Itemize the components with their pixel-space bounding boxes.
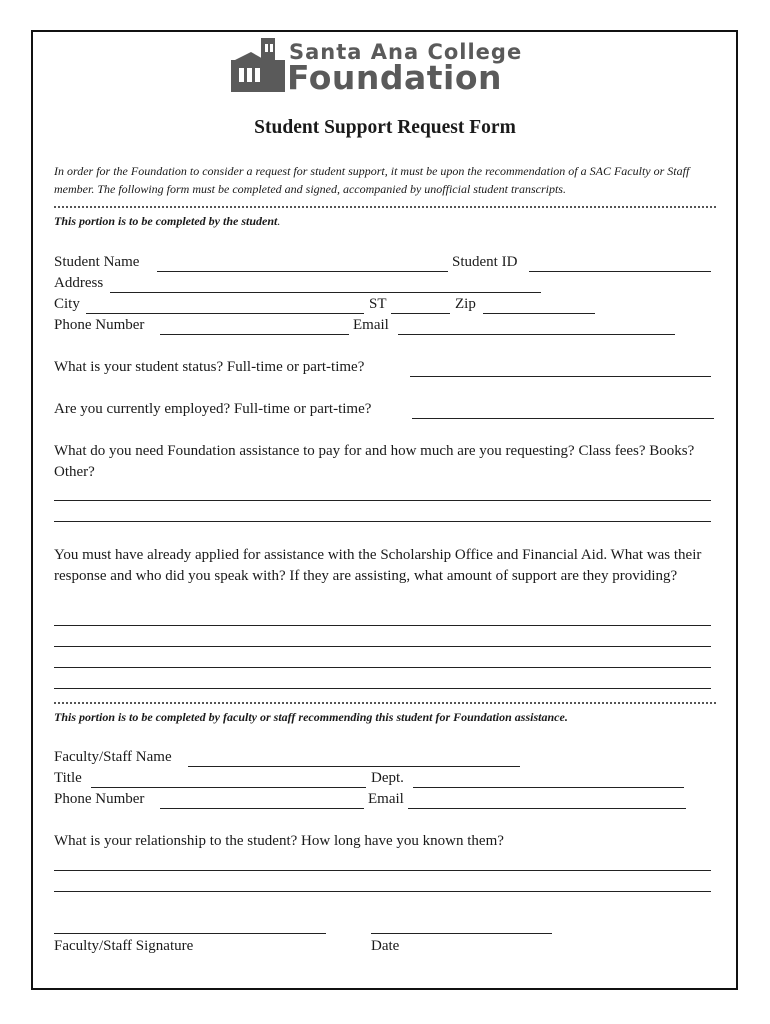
phone-label: Phone Number [54, 317, 145, 333]
dept-field[interactable] [413, 787, 684, 788]
date-field[interactable] [371, 933, 552, 934]
logo-line2: Foundation [287, 58, 503, 97]
building-icon [231, 38, 287, 96]
st-field[interactable] [391, 313, 450, 314]
status-answer-field[interactable] [410, 376, 711, 377]
logo-line1: Santa Ana College [289, 40, 523, 64]
address-field[interactable] [110, 292, 541, 293]
foundation-logo [231, 38, 543, 96]
city-label: City [54, 296, 80, 312]
phone-field[interactable] [160, 334, 349, 335]
employed-answer-field[interactable] [412, 418, 714, 419]
student-section-label: This portion is to be completed by the student. [54, 214, 281, 228]
assistance-answer-line[interactable] [54, 521, 711, 522]
dotted-divider [54, 702, 716, 704]
status-question: What is your student status? Full-time or part-time? [54, 359, 365, 375]
faculty-phone-field[interactable] [160, 808, 364, 809]
signature-label: Faculty/Staff Signature [54, 938, 194, 954]
dotted-divider [54, 206, 716, 208]
address-label: Address [54, 275, 104, 291]
zip-field[interactable] [483, 313, 595, 314]
title-label: Title [54, 770, 82, 786]
dept-label: Dept. [371, 770, 404, 786]
assistance-answer-line[interactable] [54, 500, 711, 501]
page-title: Student Support Request Form [254, 117, 516, 138]
student-name-label: Student Name [54, 254, 140, 270]
student-id-label: Student ID [452, 254, 518, 270]
employed-question: Are you currently employed? Full-time or part-time? [54, 401, 372, 417]
st-label: ST [369, 296, 387, 312]
relationship-question: What is your relationship to the student? How long have you known them? [54, 833, 504, 849]
faculty-name-field[interactable] [188, 766, 520, 767]
faculty-email-label: Email [368, 791, 404, 807]
applied-answer-line[interactable] [54, 688, 711, 689]
faculty-phone-label: Phone Number [54, 791, 145, 807]
faculty-name-label: Faculty/Staff Name [54, 749, 172, 765]
applied-answer-line[interactable] [54, 625, 711, 626]
intro-text: In order for the Foundation to consider a request for student support, it must be upon the recommendation of a SAC Faculty or Staff member. The following form must be completed and signed, accompanied by unofficial student transcripts. [54, 164, 690, 196]
faculty-email-field[interactable] [408, 808, 686, 809]
student-name-field[interactable] [157, 271, 448, 272]
relationship-answer-line[interactable] [54, 870, 711, 871]
applied-answer-line[interactable] [54, 646, 711, 647]
zip-label: Zip [455, 296, 476, 312]
assistance-question: What do you need Foundation assistance to pay for and how much are you requesting? Class fees? Books? Other? [54, 443, 695, 480]
signature-field[interactable] [54, 933, 326, 934]
date-label: Date [371, 938, 400, 954]
email-label: Email [353, 317, 389, 333]
applied-question: You must have already applied for assistance with the Scholarship Office and Financial Aid. What was their response and who did you speak with? If they are assisting, what amount of support are they providing? [54, 547, 702, 584]
email-field[interactable] [398, 334, 675, 335]
city-field[interactable] [86, 313, 364, 314]
student-id-field[interactable] [529, 271, 711, 272]
relationship-answer-line[interactable] [54, 891, 711, 892]
faculty-section-label: This portion is to be completed by faculty or staff recommending this student for Foundation assistance. [54, 710, 568, 724]
applied-answer-line[interactable] [54, 667, 711, 668]
title-field[interactable] [91, 787, 366, 788]
